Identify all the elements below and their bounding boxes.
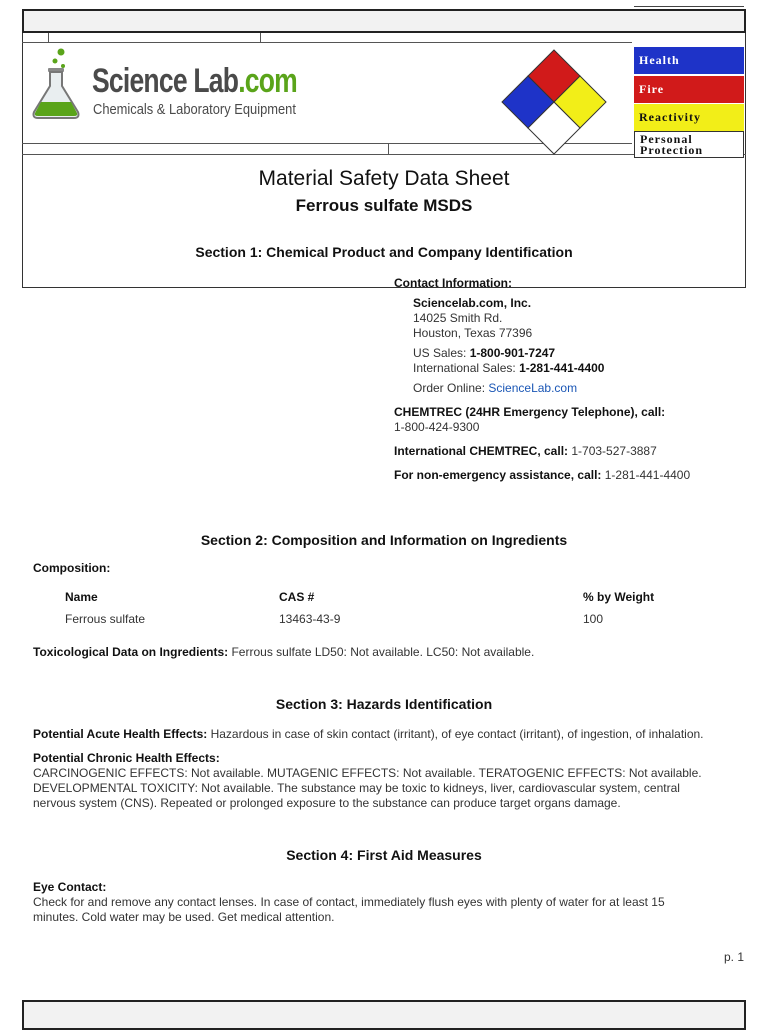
section-1-heading: Section 1: Chemical Product and Company Identification [195, 244, 573, 260]
eye-contact-label: Eye Contact: [33, 880, 107, 894]
table-cell-name: Ferrous sulfate [65, 612, 146, 626]
toxicological-text: Ferrous sulfate LD50: Not available. LC50: Not available. [231, 645, 535, 659]
hazard-label-personal-protection: Personal Protection [634, 131, 744, 158]
us-sales-phone: 1-800-901-7247 [469, 346, 556, 360]
order-online-line [413, 381, 577, 396]
header-divider [260, 33, 261, 42]
intl-chemtrec-label: International CHEMTREC, call: [394, 444, 572, 458]
nonemergency-line [394, 468, 690, 483]
acute-effects-line [33, 727, 745, 742]
us-sales-line [413, 346, 555, 361]
chemtrec-phone: 1-800-424-9300 [394, 420, 480, 434]
nfpa-diamond-icon [498, 48, 610, 160]
intl-chemtrec-line [394, 444, 657, 459]
us-sales-label: US Sales: [413, 346, 470, 360]
footer-bar [22, 1000, 746, 1030]
order-online-link[interactable]: ScienceLab.com [488, 381, 578, 395]
header-rule [22, 42, 632, 43]
column-header-cas: CAS # [279, 590, 315, 604]
table-cell-weight: 100 [583, 612, 604, 626]
header-top-bar [22, 9, 746, 33]
composition-label: Composition: [33, 561, 111, 575]
flask-icon [28, 46, 84, 122]
page-number: p. 1 [724, 950, 745, 964]
address-line-1: 14025 Smith Rd. [413, 311, 503, 325]
intl-sales-label: International Sales: [413, 361, 520, 375]
logo-tagline: Chemicals & Laboratory Equipment [93, 101, 296, 118]
header-divider [48, 33, 49, 42]
document-subtitle: Ferrous sulfate MSDS [295, 196, 473, 215]
chronic-effects-line-1: CARCINOGENIC EFFECTS: Not available. MUTAGENIC EFFECTS: Not available. TERATOGENIC EFFECTS: Not available. [33, 766, 702, 780]
chemtrec-label: CHEMTREC (24HR Emergency Telephone), call: [394, 405, 666, 419]
column-header-weight: % by Weight [583, 590, 655, 604]
contact-heading: Contact Information: [394, 276, 512, 290]
chronic-effects-line-2: DEVELOPMENTAL TOXICITY: Not available. The substance may be toxic to kidneys, liver, cardiovascular system, central [33, 781, 680, 795]
nonemergency-label: For non-emergency assistance, call: [394, 468, 605, 482]
header-divider [388, 143, 389, 154]
company-name: Sciencelab.com, Inc. [413, 296, 532, 310]
intl-sales-line [413, 361, 604, 376]
table-cell-cas: 13463-43-9 [279, 612, 341, 626]
toxicological-line [33, 645, 534, 660]
eye-contact-line-1: Check for and remove any contact lenses. In case of contact, immediately flush eyes with plenty of water for at least 15 [33, 895, 665, 909]
chronic-effects-label: Potential Chronic Health Effects: [33, 751, 220, 765]
top-rule [634, 6, 744, 7]
acute-effects-label: Potential Acute Health Effects: [33, 727, 211, 741]
nonemergency-phone: 1-281-441-4400 [604, 468, 691, 482]
column-header-name: Name [65, 590, 98, 604]
hazard-label-fire: Fire [634, 76, 744, 103]
section-4-heading: Section 4: First Aid Measures [286, 847, 482, 863]
toxicological-label: Toxicological Data on Ingredients: [33, 645, 232, 659]
logo-name: Science Lab [92, 62, 239, 100]
hazard-label-health: Health [634, 47, 744, 74]
eye-contact-line-2: minutes. Cold water may be used. Get medical attention. [33, 910, 335, 924]
document-title: Material Safety Data Sheet [258, 167, 510, 190]
intl-sales-phone: 1-281-441-4400 [519, 361, 605, 375]
address-line-2: Houston, Texas 77396 [413, 326, 533, 340]
section-2-heading: Section 2: Composition and Information on Ingredients [200, 532, 568, 548]
chronic-effects-line-3: nervous system (CNS). Repeated or prolonged exposure to the substance can produce target organs damage. [33, 796, 621, 810]
logo-wordmark [92, 62, 297, 101]
acute-effects-text: Hazardous in case of skin contact (irritant), of eye contact (irritant), of ingestion, of inhalation. [210, 727, 704, 741]
order-online-label: Order Online: [413, 381, 489, 395]
section-3-heading: Section 3: Hazards Identification [275, 696, 493, 712]
intl-chemtrec-phone: 1-703-527-3887 [571, 444, 657, 458]
logo-dotcom: .com [238, 62, 297, 100]
hazard-label-reactivity: Reactivity [634, 104, 744, 131]
